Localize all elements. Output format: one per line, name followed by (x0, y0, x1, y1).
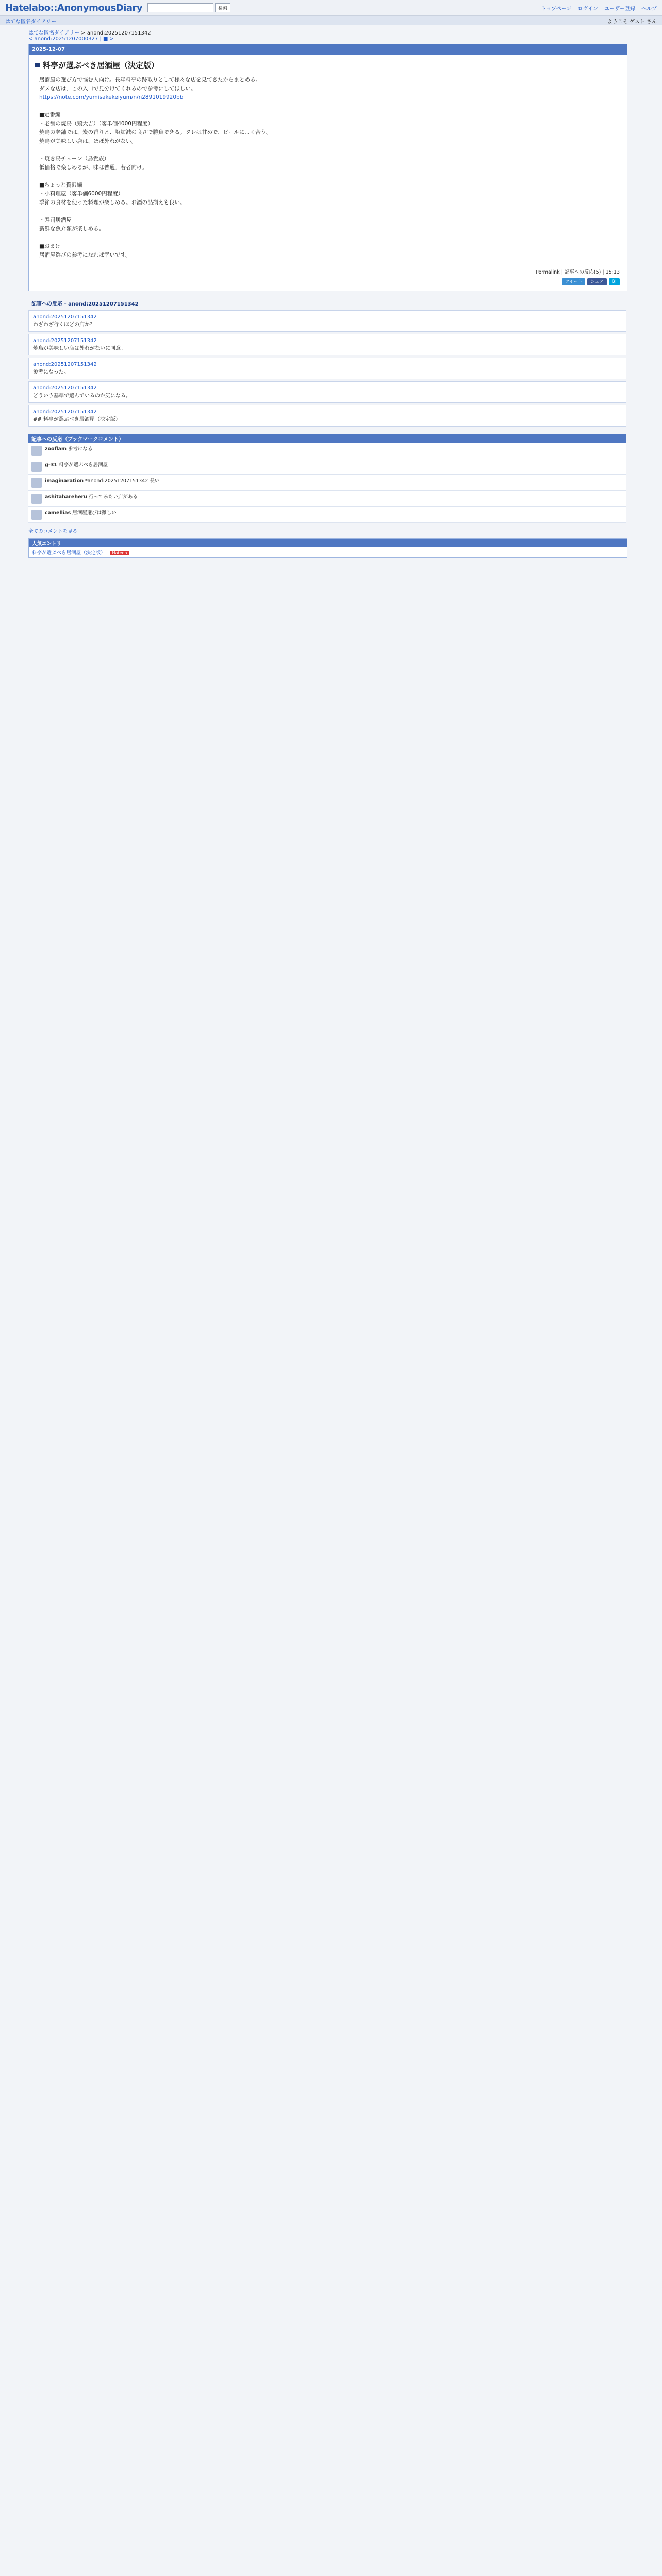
user-avatar-icon[interactable] (31, 510, 42, 520)
bookmarks-section (28, 434, 626, 523)
popular-badge: Hatena (110, 551, 129, 555)
welcome-text: ようこそ ゲスト さん (607, 19, 657, 25)
entry-paragraph: ■ちょっと贅沢編 (39, 182, 82, 188)
paragraph-gap (39, 207, 617, 216)
reaction-author[interactable]: anond:20251207151342 (33, 362, 97, 367)
subnav-home[interactable]: はてな匿名ダイアリー (5, 19, 57, 25)
reaction-author[interactable]: anond:20251207151342 (33, 314, 97, 320)
popular-item-link[interactable]: 料亭が選ぶべき居酒屋（決定版） (32, 550, 106, 556)
reactions-list (28, 310, 626, 427)
bookmark-content (45, 462, 108, 472)
paragraph-gap (39, 146, 617, 155)
reaction-text: 参考になった。 (33, 369, 69, 375)
title-marker-icon (35, 63, 40, 67)
reactions-section (28, 298, 626, 427)
reaction-item (28, 358, 626, 379)
reaction-author[interactable]: anond:20251207151342 (33, 338, 97, 344)
entry-paragraph: ・焼き鳥チェーン（鳥貴族） (39, 156, 109, 162)
user-avatar-icon[interactable] (31, 494, 42, 504)
toplink-top[interactable]: トップページ (541, 6, 572, 12)
entry-paragraph: ・寿司居酒屋 (39, 217, 72, 223)
toplink-register[interactable]: ユーザー登録 (604, 6, 635, 12)
content (9, 28, 653, 558)
top-links (541, 4, 657, 12)
share-buttons (29, 277, 627, 291)
entry-paragraph: 新鮮な魚介類が楽しめる。 (39, 226, 104, 232)
reaction-text: ## 料亭が選ぶべき居酒屋（決定版） (33, 417, 121, 422)
reactions-header: 記事への反応 - anond:20251207151342 (28, 298, 626, 308)
bookmark-item (28, 475, 626, 491)
reaction-item (28, 334, 626, 355)
bookmark-user[interactable]: zooflam (45, 446, 67, 452)
popular-entries (28, 538, 627, 558)
all-comments-link[interactable]: 全てのコメントを見る (28, 529, 78, 534)
user-avatar-icon[interactable] (31, 478, 42, 488)
reaction-text: 焼鳥が美味しい店は外れがないに同意。 (33, 346, 126, 351)
reaction-item (28, 405, 626, 427)
bookmark-comment: 料亭が選ぶべき居酒屋 (57, 462, 108, 468)
diary-entry (28, 44, 627, 291)
sub-nav (0, 16, 662, 25)
bookmark-content (45, 446, 92, 456)
entry-paragraph: 焼鳥の老舗では、炭の香りと、塩加減の良さで勝負できる。タレは甘めで、ビールによく合う。 (39, 129, 272, 135)
bookmark-user[interactable]: ashitahareheru (45, 494, 87, 500)
tweet-button[interactable]: ツイート (562, 278, 586, 285)
popular-item (29, 547, 627, 557)
bookmark-content (45, 510, 117, 520)
entry-paragraph: ・小料理屋（客単価6000円程度） (39, 191, 124, 197)
entry-meta[interactable]: Permalink | 記事への反応(5) | 15:13 (535, 269, 620, 275)
search-box (147, 3, 230, 12)
search-input[interactable] (147, 3, 213, 12)
facebook-button[interactable]: シェア (587, 278, 606, 285)
entry-paragraph: ・老舗の焼鳥（鶏大吉）（客単価4000円程度） (39, 121, 153, 127)
bookmark-comment: 行ってみたい店がある (87, 494, 138, 500)
bookmark-item (28, 491, 626, 507)
entry-paragraph: ダメな店は、この入口で見分けてくれるので参考にしてほしい。 (39, 86, 196, 92)
user-avatar-icon[interactable] (31, 462, 42, 472)
crumb-home[interactable]: はてな匿名ダイアリー (28, 30, 80, 36)
bookmark-comment: *anond:20251207151342 長い (83, 478, 160, 484)
paragraph-gap (39, 233, 617, 242)
paragraph-gap (39, 102, 617, 111)
toplink-help[interactable]: ヘルプ (641, 6, 657, 12)
entry-title-row (29, 55, 627, 71)
toplink-login[interactable]: ログイン (577, 6, 598, 12)
bookmark-item (28, 443, 626, 459)
bookmark-user[interactable]: camellias (45, 510, 71, 516)
bookmark-item (28, 507, 626, 523)
entry-paragraph: 居酒屋の選び方で悩む人向け。長年料亭の跡取りとして様々な店を見てきたからまとめる。 (39, 77, 261, 83)
entry-paragraph[interactable]: https://note.com/yumisakekeiyum/n/n2891019920bb (39, 94, 184, 100)
reaction-text: わざわざ行くほどの店か？ (33, 322, 95, 328)
entry-paragraph: 焼鳥が美味しい店は、ほぼ外れがない。 (39, 138, 137, 144)
reaction-item (28, 310, 626, 332)
reaction-author[interactable]: anond:20251207151342 (33, 385, 97, 391)
popular-header: 人気エントリ (29, 539, 627, 547)
crumb-sub[interactable]: < anond:20251207000327 | ■ > (28, 36, 114, 42)
bookmark-item (28, 459, 626, 475)
top-bar (0, 0, 662, 16)
bookmarks-list (28, 443, 626, 523)
bookmarks-header: 記事への反応（ブックマークコメント） (28, 434, 626, 443)
crumb-current: anond:20251207151342 (87, 30, 151, 36)
reaction-item (28, 381, 626, 403)
entry-title[interactable]: 料亭が選ぶべき居酒屋（決定版） (43, 61, 159, 70)
bookmark-comment: 居酒屋選びは難しい (71, 510, 117, 516)
bookmark-user[interactable]: imaginaration (45, 478, 84, 484)
entry-paragraph: 季節の食材を使った料理が楽しめる。お酒の品揃えも良い。 (39, 199, 186, 206)
reaction-text: どういう基準で選んでいるのか気になる。 (33, 393, 131, 399)
entry-paragraph: 低価格で楽しめるが、味は普通。若者向け。 (39, 164, 147, 171)
bookmark-user[interactable]: g-31 (45, 462, 57, 468)
hatena-bookmark-button[interactable]: B! (609, 278, 620, 285)
entry-body (29, 71, 627, 265)
entry-paragraph: ■定番編 (39, 112, 61, 118)
bookmark-comment: 参考になる (66, 446, 93, 452)
entry-date: 2025-12-07 (29, 44, 627, 55)
reaction-author[interactable]: anond:20251207151342 (33, 409, 97, 415)
entry-paragraph: 居酒屋選びの参考になれば幸いです。 (39, 252, 131, 258)
search-button[interactable]: 検索 (215, 3, 230, 12)
entry-paragraph: ■おまけ (39, 243, 61, 249)
bookmark-content (45, 478, 159, 488)
breadcrumb: はてな匿名ダイアリー > anond:20251207151342 < anond:20251207000327 | ■ > (28, 30, 151, 42)
paragraph-gap (39, 172, 617, 181)
site-logo[interactable]: Hatelabo::AnonymousDiary (5, 2, 143, 13)
bookmark-content (45, 494, 138, 504)
user-avatar-icon[interactable] (31, 446, 42, 456)
